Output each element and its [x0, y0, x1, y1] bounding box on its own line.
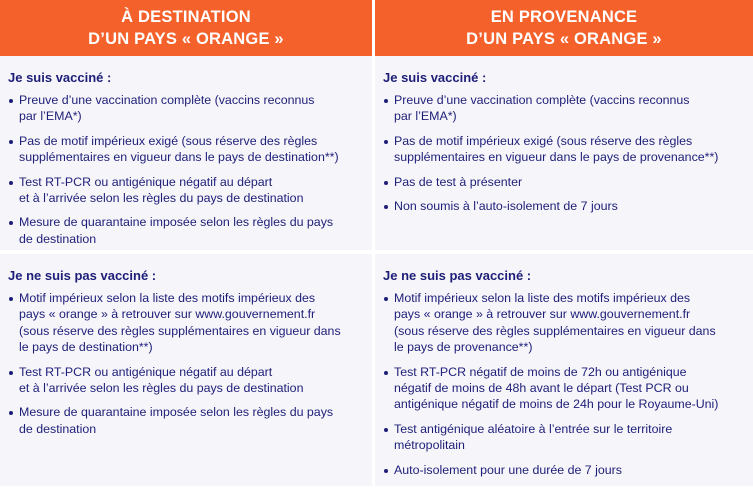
destination-vaccinated-cell	[0, 56, 372, 254]
list-item: Auto-isolement pour une durée de 7 jours	[383, 462, 745, 478]
rule-list	[383, 92, 745, 214]
list-item: Test antigénique aléatoire à l’entrée sur le territoire métropolitain	[383, 421, 745, 454]
list-item: Motif impérieux selon la liste des motifs impérieux des pays « orange » à retrouver sur www.gouvernement.fr (sous réserve des règles supplémentaires en vigueur dans le pays de destination**)	[8, 290, 364, 356]
section-title: Je ne suis pas vacciné :	[8, 268, 157, 283]
list-item: Non soumis à l’auto-isolement de 7 jours	[383, 198, 745, 214]
header-provenance-line2: D’UN PAYS « ORANGE »	[466, 30, 662, 48]
list-item: Pas de motif impérieux exigé (sous réserve des règles supplémentaires en vigueur dans le pays de destination**)	[8, 133, 364, 166]
list-item: Preuve d’une vaccination complète (vaccins reconnus par l’EMA*)	[8, 92, 364, 125]
header-destination-line1: À DESTINATION	[121, 8, 251, 26]
rule-list	[383, 290, 745, 478]
list-item: Test RT-PCR négatif de moins de 72h ou antigénique négatif de moins de 48h avant le départ (Test PCR ou antigénique négatif de moins de 24h pour le Royaume-Uni)	[383, 364, 745, 413]
header-destination-line2: D’UN PAYS « ORANGE »	[88, 30, 284, 48]
destination-not-vaccinated-cell	[0, 254, 372, 490]
list-item: Motif impérieux selon la liste des motifs impérieux des pays « orange » à retrouver sur www.gouvernement.fr (sous réserve des règles supplémentaires en vigueur dans le pays de provenance**)	[383, 290, 745, 356]
list-item: Test RT-PCR ou antigénique négatif au départ et à l’arrivée selon les règles du pays de destination	[8, 174, 364, 207]
list-item: Pas de motif impérieux exigé (sous réserve des règles supplémentaires en vigueur dans le pays de provenance**)	[383, 133, 745, 166]
list-item: Preuve d’une vaccination complète (vaccins reconnus par l’EMA*)	[383, 92, 745, 125]
section-title: Je suis vacciné :	[383, 70, 487, 85]
header-provenance	[375, 0, 753, 56]
list-item: Mesure de quarantaine imposée selon les règles du pays de destination	[8, 404, 364, 437]
section-title: Je ne suis pas vacciné :	[383, 268, 532, 283]
list-item: Pas de test à présenter	[383, 174, 745, 190]
section-title: Je suis vacciné :	[8, 70, 112, 85]
list-item: Mesure de quarantaine imposée selon les règles du pays de destination	[8, 214, 364, 247]
header-provenance-line1: EN PROVENANCE	[490, 8, 638, 26]
provenance-not-vaccinated-cell	[375, 254, 753, 490]
header-destination	[0, 0, 372, 56]
list-item: Test RT-PCR ou antigénique négatif au départ et à l’arrivée selon les règles du pays de destination	[8, 364, 364, 397]
rule-list	[8, 290, 364, 437]
rule-list	[8, 92, 364, 247]
provenance-vaccinated-cell	[375, 56, 753, 254]
